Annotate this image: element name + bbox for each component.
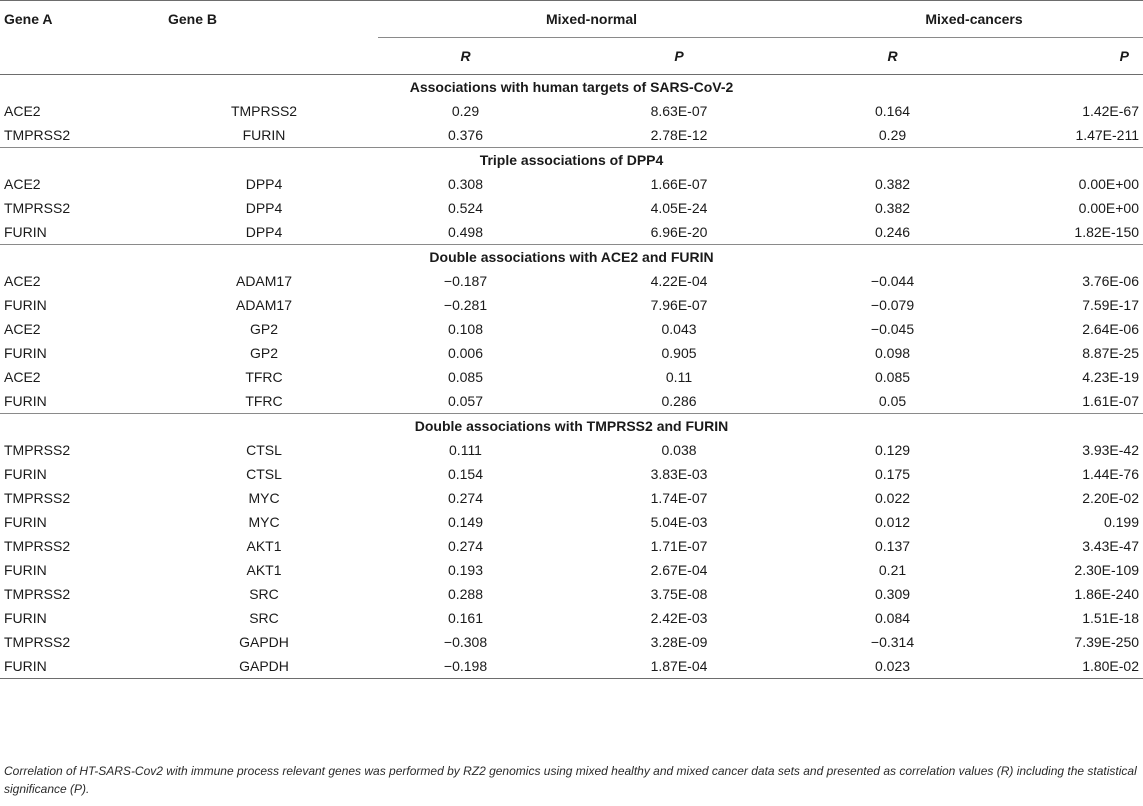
cancer-r-cell: 0.246	[874, 224, 911, 240]
table-row	[0, 534, 1143, 558]
header-cancer-p: P	[1119, 48, 1130, 64]
table-row	[0, 438, 1143, 462]
table-row	[0, 123, 1143, 148]
header-gene-b: Gene B	[168, 11, 218, 28]
header-row-groups	[0, 1, 1143, 38]
normal-p-cell: 4.22E-04	[650, 273, 708, 289]
cancer-r-cell: 0.382	[874, 200, 911, 216]
gene-a-cell: TMPRSS2	[4, 442, 71, 458]
gene-a-cell: FURIN	[4, 224, 47, 240]
cancer-r-cell: −0.079	[870, 297, 915, 313]
gene-b-cell: GAPDH	[239, 634, 289, 650]
cancer-r-cell: 0.085	[874, 369, 911, 385]
gene-b-cell: GP2	[249, 345, 278, 361]
table-row	[0, 558, 1143, 582]
cancer-p-cell: 8.87E-25	[1082, 345, 1140, 361]
normal-r-cell: −0.308	[443, 634, 488, 650]
normal-p-cell: 8.63E-07	[650, 103, 708, 119]
cancer-r-cell: 0.05	[878, 393, 907, 409]
normal-r-cell: 0.308	[447, 176, 484, 192]
normal-p-cell: 3.75E-08	[650, 586, 708, 602]
table-row	[0, 341, 1143, 365]
cancer-p-cell: 1.44E-76	[1082, 466, 1140, 482]
normal-r-cell: 0.111	[449, 442, 482, 458]
normal-p-cell: 2.42E-03	[650, 610, 708, 626]
cancer-p-cell: 3.43E-47	[1082, 538, 1140, 554]
normal-p-cell: 1.71E-07	[650, 538, 708, 554]
table-footnote: Correlation of HT-SARS-Cov2 with immune process relevant genes was performed by RZ2 genomics using mixed healthy and mixed cancer data sets and presented as correlation values (R) including the statistical significance (P).	[4, 764, 1137, 796]
gene-b-cell: FURIN	[242, 127, 286, 143]
cancer-r-cell: 0.164	[874, 103, 911, 119]
cancer-p-cell: 1.42E-67	[1082, 103, 1140, 119]
cancer-p-cell: 2.20E-02	[1082, 490, 1140, 506]
gene-b-cell: GP2	[249, 321, 278, 337]
cancer-p-cell: 0.00E+00	[1078, 200, 1140, 216]
cancer-r-cell: 0.023	[874, 658, 911, 674]
gene-b-cell: DPP4	[245, 224, 283, 240]
gene-b-cell: AKT1	[246, 562, 282, 578]
gene-b-cell: MYC	[248, 514, 280, 530]
cancer-p-cell: 7.39E-250	[1074, 634, 1140, 650]
cancer-p-cell: 1.61E-07	[1082, 393, 1140, 409]
cancer-p-cell: 0.00E+00	[1078, 176, 1140, 192]
gene-a-cell: ACE2	[4, 321, 41, 337]
gene-b-cell: GAPDH	[239, 658, 289, 674]
normal-p-cell: 0.11	[665, 369, 693, 385]
cancer-p-cell: 3.93E-42	[1082, 442, 1140, 458]
cancer-p-cell: 1.51E-18	[1082, 610, 1140, 626]
gene-a-cell: FURIN	[4, 610, 47, 626]
cancer-r-cell: 0.129	[874, 442, 911, 458]
gene-b-cell: DPP4	[245, 200, 283, 216]
gene-b-cell: MYC	[248, 490, 280, 506]
gene-a-cell: FURIN	[4, 658, 47, 674]
gene-b-cell: CTSL	[246, 466, 282, 482]
cancer-p-cell: 0.199	[1103, 514, 1140, 530]
gene-b-cell: TFRC	[245, 393, 283, 409]
normal-r-cell: 0.288	[447, 586, 484, 602]
cancer-r-cell: 0.098	[874, 345, 911, 361]
cancer-p-cell: 3.76E-06	[1082, 273, 1140, 289]
gene-b-cell: TMPRSS2	[230, 103, 298, 119]
header-row-stats	[0, 38, 1143, 75]
gene-a-cell: ACE2	[4, 369, 41, 385]
table-row	[0, 582, 1143, 606]
table-body	[0, 75, 1143, 679]
table-row	[0, 317, 1143, 341]
cancer-r-cell: 0.137	[874, 538, 911, 554]
table-row	[0, 172, 1143, 196]
normal-r-cell: 0.524	[447, 200, 484, 216]
gene-a-cell: ACE2	[4, 103, 41, 119]
section-title: Double associations with TMPRSS2 and FURIN	[414, 418, 729, 434]
cancer-p-cell: 2.64E-06	[1082, 321, 1140, 337]
gene-a-cell: ACE2	[4, 176, 41, 192]
header-normal-r: R	[460, 48, 471, 64]
cancer-p-cell: 1.86E-240	[1074, 586, 1140, 602]
section-title: Double associations with ACE2 and FURIN	[429, 249, 714, 265]
gene-a-cell: FURIN	[4, 393, 47, 409]
normal-r-cell: 0.193	[447, 562, 484, 578]
gene-a-cell: TMPRSS2	[4, 538, 71, 554]
normal-p-cell: 6.96E-20	[650, 224, 708, 240]
normal-p-cell: 0.043	[661, 321, 697, 337]
cancer-r-cell: 0.309	[874, 586, 911, 602]
normal-r-cell: 0.274	[447, 538, 484, 554]
cancer-r-cell: 0.084	[874, 610, 911, 626]
normal-p-cell: 2.78E-12	[650, 127, 708, 143]
cancer-p-cell: 1.80E-02	[1082, 658, 1140, 674]
table-row	[0, 269, 1143, 293]
header-mixed-normal: Mixed-normal	[378, 1, 805, 38]
table-row	[0, 462, 1143, 486]
normal-p-cell: 1.74E-07	[650, 490, 708, 506]
gene-b-cell: SRC	[249, 610, 279, 626]
normal-p-cell: 7.96E-07	[650, 297, 708, 313]
gene-b-cell: CTSL	[246, 442, 282, 458]
header-mixed-cancers: Mixed-cancers	[805, 1, 1143, 38]
normal-p-cell: 1.66E-07	[650, 176, 708, 192]
gene-a-cell: FURIN	[4, 562, 47, 578]
normal-r-cell: 0.498	[447, 224, 484, 240]
cancer-p-cell: 7.59E-17	[1082, 297, 1140, 313]
cancer-r-cell: −0.314	[870, 634, 915, 650]
gene-a-cell: TMPRSS2	[4, 490, 71, 506]
normal-p-cell: 2.67E-04	[650, 562, 708, 578]
normal-r-cell: 0.274	[447, 490, 484, 506]
normal-r-cell: 0.057	[447, 393, 484, 409]
gene-a-cell: TMPRSS2	[4, 127, 71, 143]
table-row	[0, 654, 1143, 679]
gene-a-cell: FURIN	[4, 514, 47, 530]
gene-b-cell: DPP4	[245, 176, 283, 192]
cancer-r-cell: 0.382	[874, 176, 911, 192]
section-header-row	[0, 75, 1143, 100]
table-row	[0, 486, 1143, 510]
normal-r-cell: 0.29	[451, 103, 480, 119]
normal-r-cell: −0.281	[443, 297, 488, 313]
table-row	[0, 630, 1143, 654]
cancer-r-cell: 0.21	[878, 562, 907, 578]
normal-r-cell: 0.149	[447, 514, 484, 530]
gene-b-cell: TFRC	[245, 369, 283, 385]
table-row	[0, 99, 1143, 123]
gene-a-cell: TMPRSS2	[4, 634, 71, 650]
gene-b-cell: SRC	[249, 586, 279, 602]
normal-p-cell: 0.905	[661, 345, 697, 361]
cancer-r-cell: 0.012	[874, 514, 911, 530]
normal-p-cell: 3.28E-09	[650, 634, 708, 650]
normal-r-cell: −0.187	[443, 273, 488, 289]
header-normal-p: P	[674, 48, 684, 64]
normal-p-cell: 1.87E-04	[650, 658, 708, 674]
cancer-r-cell: 0.29	[878, 127, 907, 143]
table-row	[0, 389, 1143, 414]
header-cancer-r: R	[887, 48, 898, 64]
normal-r-cell: 0.161	[447, 610, 484, 626]
cancer-p-cell: 2.30E-109	[1074, 562, 1140, 578]
normal-p-cell: 0.038	[661, 442, 697, 458]
cancer-r-cell: −0.044	[870, 273, 915, 289]
gene-a-cell: TMPRSS2	[4, 200, 71, 216]
normal-p-cell: 0.286	[661, 393, 697, 409]
normal-r-cell: 0.085	[447, 369, 484, 385]
table-row	[0, 365, 1143, 389]
cancer-r-cell: 0.022	[874, 490, 911, 506]
gene-b-cell: AKT1	[246, 538, 282, 554]
section-header-row	[0, 414, 1143, 439]
normal-p-cell: 5.04E-03	[650, 514, 708, 530]
cancer-r-cell: −0.045	[870, 321, 915, 337]
normal-r-cell: −0.198	[443, 658, 488, 674]
normal-r-cell: 0.108	[447, 321, 484, 337]
normal-p-cell: 4.05E-24	[650, 200, 708, 216]
gene-a-cell: FURIN	[4, 297, 47, 313]
cancer-p-cell: 1.47E-211	[1075, 127, 1140, 143]
normal-r-cell: 0.376	[447, 127, 484, 143]
table-row	[0, 220, 1143, 245]
section-title: Associations with human targets of SARS-CoV-2	[409, 79, 734, 95]
gene-b-cell: ADAM17	[235, 273, 293, 289]
gene-b-cell: ADAM17	[235, 297, 293, 313]
normal-p-cell: 3.83E-03	[650, 466, 708, 482]
cancer-p-cell: 1.82E-150	[1074, 224, 1140, 240]
section-title: Triple associations of DPP4	[479, 152, 664, 168]
section-header-row	[0, 148, 1143, 173]
normal-r-cell: 0.006	[447, 345, 484, 361]
gene-a-cell: ACE2	[4, 273, 41, 289]
gene-a-cell: FURIN	[4, 345, 47, 361]
section-header-row	[0, 245, 1143, 270]
gene-a-cell: TMPRSS2	[4, 586, 71, 602]
table-row	[0, 510, 1143, 534]
normal-r-cell: 0.154	[447, 466, 484, 482]
table-row	[0, 606, 1143, 630]
cancer-r-cell: 0.175	[874, 466, 911, 482]
table-row	[0, 196, 1143, 220]
gene-a-cell: FURIN	[4, 466, 47, 482]
cancer-p-cell: 4.23E-19	[1082, 369, 1140, 385]
header-gene-a: Gene A	[4, 11, 53, 28]
table-row	[0, 293, 1143, 317]
